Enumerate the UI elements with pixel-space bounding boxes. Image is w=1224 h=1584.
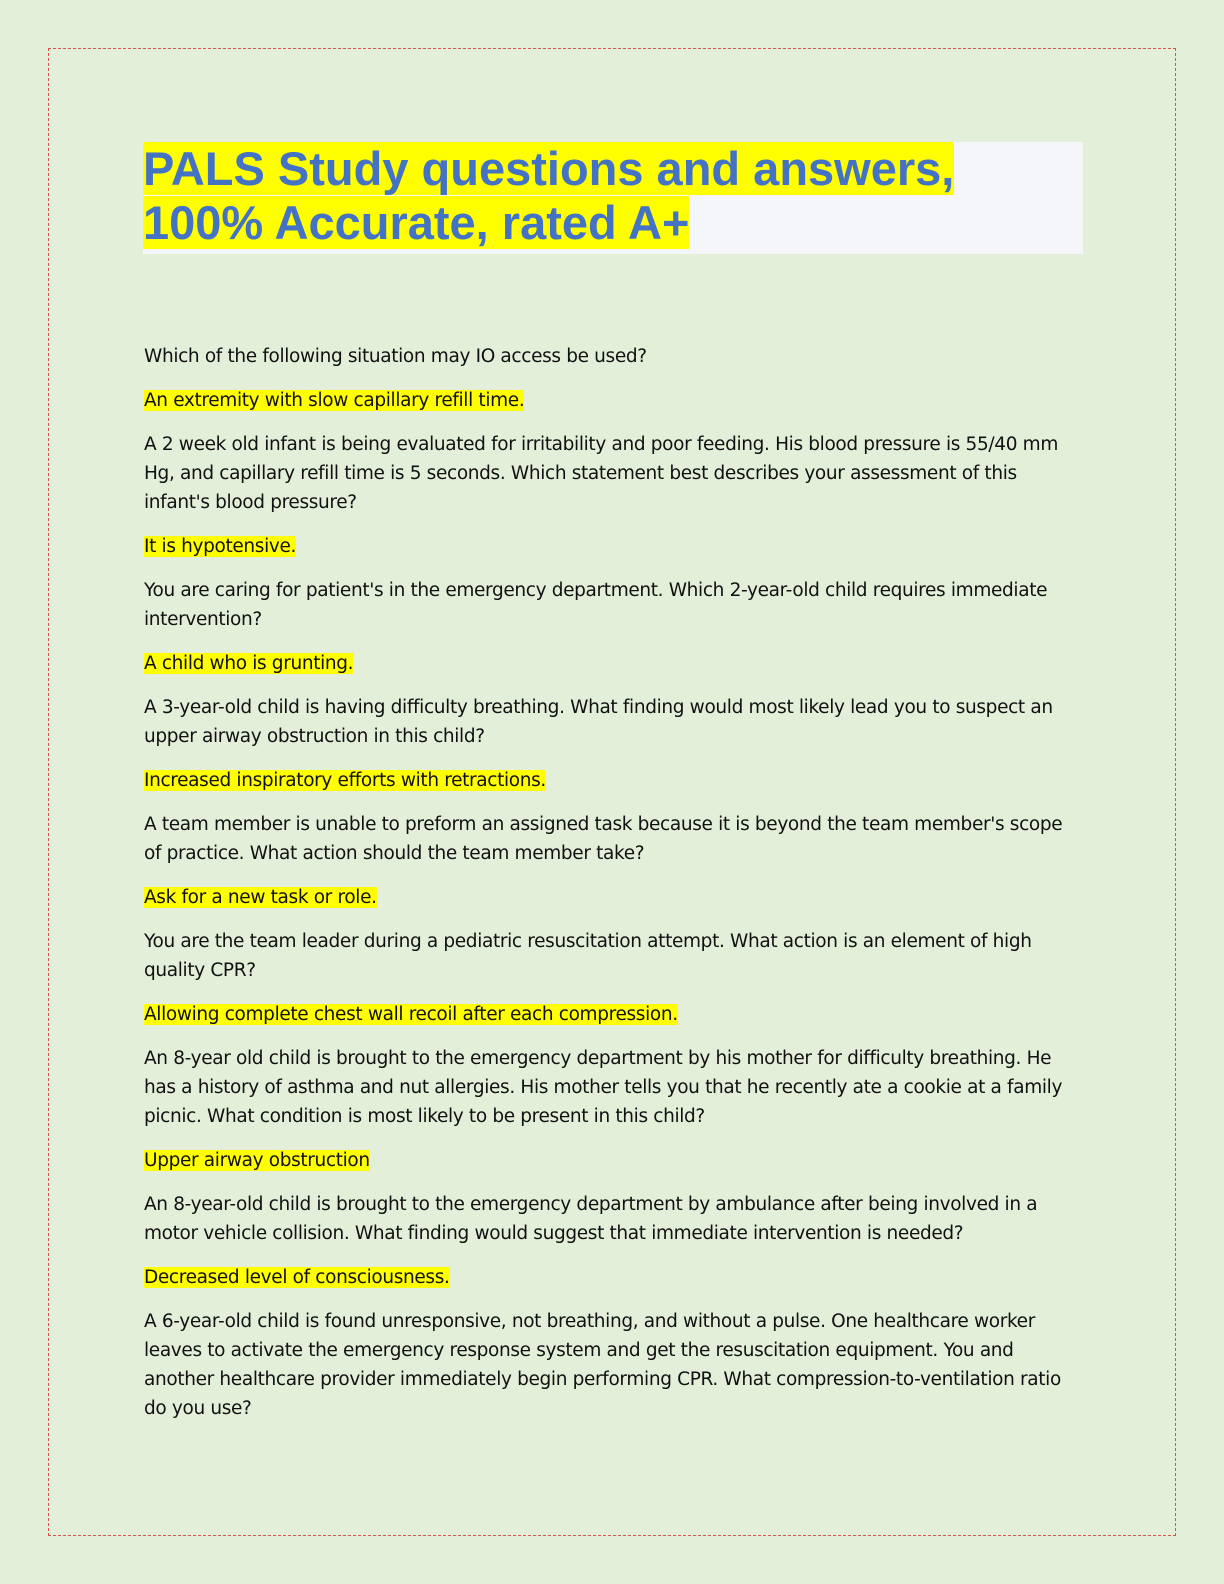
title-line-2: 100% Accurate, rated A+ bbox=[143, 196, 690, 249]
question-1: Which of the following situation may IO access be used? bbox=[144, 346, 647, 367]
answer-3 bbox=[144, 649, 1084, 678]
question-9: A 6-year-old child is found unresponsive, not breathing, and without a pulse. One healthcare worker leaves to activate the emergency response system and get the resuscitation equipment. You and another healthcare provider immediately begin performing CPR. What compression-to-ventilation ratio do you use? bbox=[144, 1311, 1061, 1419]
answer-8-text: Decreased level of consciousness. bbox=[144, 1267, 450, 1288]
answer-5 bbox=[144, 883, 1084, 912]
answer-4 bbox=[144, 766, 1084, 795]
question-6: You are the team leader during a pediatric resuscitation attempt. What action is an element of high quality CPR? bbox=[144, 931, 1032, 981]
answer-6 bbox=[144, 1000, 1084, 1029]
answer-7-text: Upper airway obstruction bbox=[144, 1150, 370, 1171]
answer-3-text: A child who is grunting. bbox=[144, 653, 354, 674]
title-line-1: PALS Study questions and answers, bbox=[143, 142, 955, 195]
question-5: A team member is unable to preform an assigned task because it is beyond the team member's scope of practice. What action should the team member take? bbox=[144, 814, 1063, 864]
question-3: You are caring for patient's in the emergency department. Which 2-year-old child requires immediate intervention? bbox=[144, 580, 1048, 630]
answer-1 bbox=[144, 386, 1084, 415]
question-2: A 2 week old infant is being evaluated for irritability and poor feeding. His blood pressure is 55/40 mm Hg, and capillary refill time is 5 seconds. Which statement best describes your assessment of this infant's blood pressure? bbox=[144, 434, 1058, 513]
answer-2 bbox=[144, 532, 1084, 561]
question-4: A 3-year-old child is having difficulty breathing. What finding would most likely lead you to suspect an upper airway obstruction in this child? bbox=[144, 697, 1053, 747]
answer-2-text: It is hypotensive. bbox=[144, 536, 297, 557]
page-title bbox=[143, 142, 1083, 250]
question-8: An 8-year-old child is brought to the emergency department by ambulance after being involved in a motor vehicle collision. What finding would suggest that immediate intervention is needed? bbox=[144, 1194, 1038, 1244]
answer-5-text: Ask for a new task or role. bbox=[144, 887, 377, 908]
qa-content bbox=[144, 342, 1084, 1438]
answer-8 bbox=[144, 1263, 1084, 1292]
answer-1-text: An extremity with slow capillary refill time. bbox=[144, 390, 525, 411]
answer-6-text: Allowing complete chest wall recoil after each compression. bbox=[144, 1004, 678, 1025]
answer-4-text: Increased inspiratory efforts with retractions. bbox=[144, 770, 546, 791]
answer-7 bbox=[144, 1146, 1084, 1175]
title-block bbox=[143, 142, 1083, 254]
question-7: An 8-year old child is brought to the emergency department by his mother for difficulty breathing. He has a history of asthma and nut allergies. His mother tells you that he recently ate a cookie at a family picnic. What condition is most likely to be present in this child? bbox=[144, 1048, 1063, 1127]
